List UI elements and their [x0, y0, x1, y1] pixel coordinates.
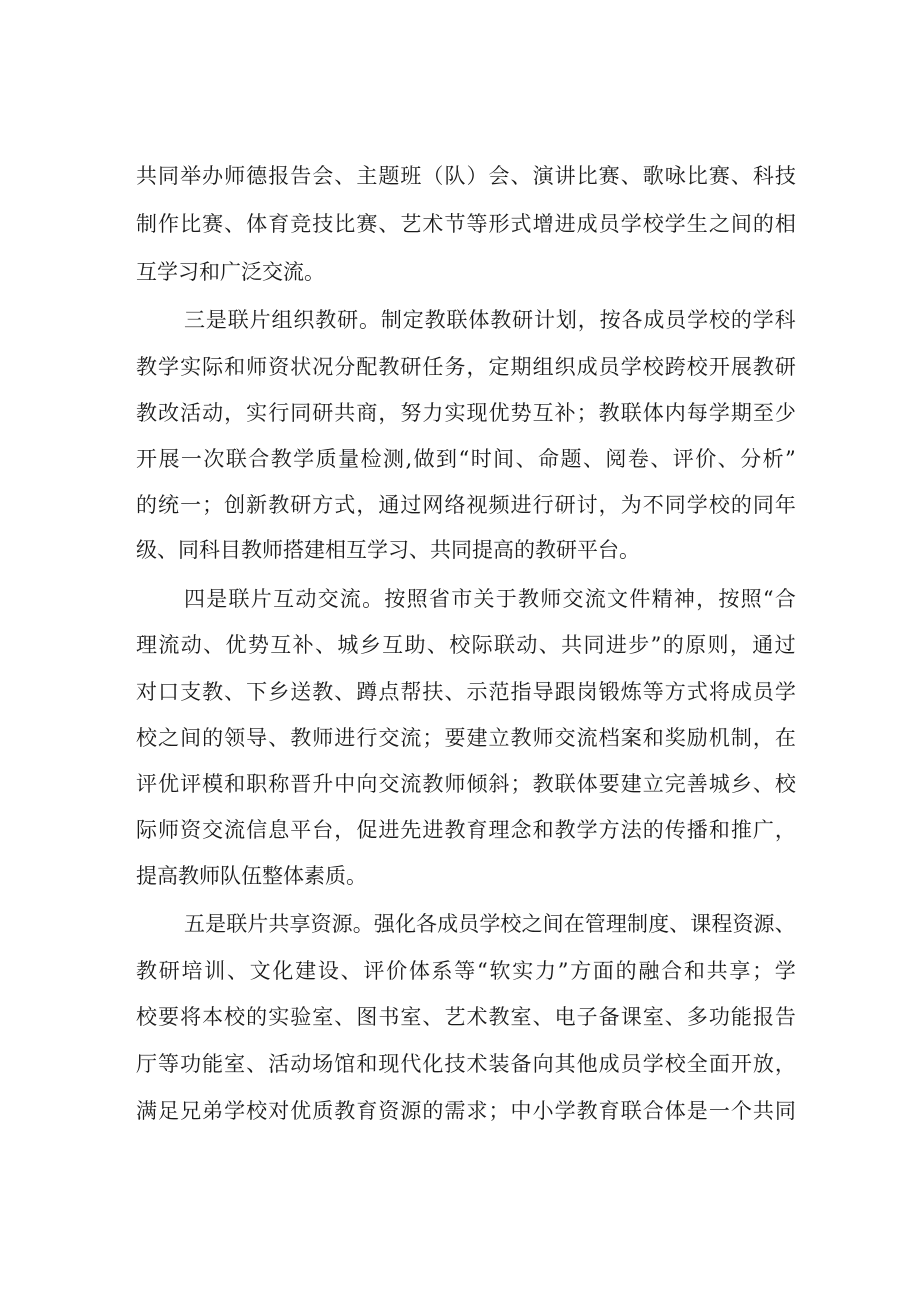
paragraph-3-line-7: 提高教师队伍整体素质。 — [136, 864, 367, 888]
paragraph-3-line-3: 对 口 支 教 、 下 乡 送 教 、 蹲 点 帮 扶 、 示 范 指 导 跟 岗 锻 炼 等 方 式 将 成 员 学 — [136, 680, 796, 704]
paragraph-3-line-2: 理 流 动 、 优 势 互 补 、 城 乡 互 助 、 校 际 联 动 、 共 同 进 步 ” 的 原 则 ， 通 过 — [136, 633, 796, 657]
paragraph-4-line-1: 五 是 联 片 共 享 资 源 。 强 化 各 成 员 学 校 之 间 在 管 理 制 度 、 课 程 资 源 、 — [184, 912, 796, 936]
paragraph-3-line-5: 评 优 评 模 和 职 称 晋 升 中 向 交 流 教 师 倾 斜 ； 教 联 体 要 建 立 完 善 城 乡 、 校 — [136, 772, 796, 796]
paragraph-3-line-1: 四 是 联 片 互 动 交 流 。 按 照 省 市 关 于 教 师 交 流 文 件 精 神 ， 按 照 “ 合 — [184, 587, 796, 611]
paragraph-1-line-3: 互学习和广泛交流。 — [136, 260, 325, 284]
paragraph-4-line-3: 校 要 将 本 校 的 实 验 室 、 图 书 室 、 艺 术 教 室 、 电 子 备 课 室 、 多 功 能 报 告 — [136, 1005, 796, 1029]
paragraph-2-line-3: 教 改 活 动 ， 实 行 同 研 共 商 ， 努 力 实 现 优 势 互 补 ； 教 联 体 内 每 学 期 至 少 — [136, 401, 796, 425]
paragraph-1-line-2: 制 作 比 赛 、 体 育 竞 技 比 赛 、 艺 术 节 等 形 式 增 进 成 员 学 校 学 生 之 间 的 相 — [136, 212, 796, 236]
paragraph-2-line-1: 三 是 联 片 组 织 教 研 。 制 定 教 联 体 教 研 计 划 ， 按 各 成 员 学 校 的 学 科 — [184, 308, 796, 332]
paragraph-2-line-5: 的 统 一 ； 创 新 教 研 方 式 ， 通 过 网 络 视 频 进 行 研 讨 ， 为 不 同 学 校 的 同 年 — [136, 493, 796, 517]
paragraph-3-line-4: 校 之 间 的 领 导 、 教 师 进 行 交 流 ； 要 建 立 教 师 交 流 档 案 和 奖 励 机 制 ， 在 — [136, 726, 796, 750]
paragraph-3-line-6: 际 师 资 交 流 信 息 平 台 ， 促 进 先 进 教 育 理 念 和 教 学 方 法 的 传 播 和 推 广 ， — [136, 818, 796, 842]
paragraph-4-line-5: 满 足 兄 弟 学 校 对 优 质 教 育 资 源 的 需 求 ； 中 小 学 教 育 联 合 体 是 一 个 共 同 — [136, 1099, 796, 1123]
paragraph-2-line-6: 级、同科目教师搭建相互学习、共同提高的教研平台。 — [136, 538, 640, 562]
paragraph-2-line-4: 开 展 一 次 联 合 教 学 质 量 检 测 , 做 到 “ 时 间 、 命 题 、 阅 卷 、 评 价 、 分 析 ” — [136, 447, 796, 471]
paragraph-1-line-1: 共 同 举 办 师 德 报 告 会 、 主 题 班 （ 队 ） 会 、 演 讲 比 赛 、 歌 咏 比 赛 、 科 技 — [136, 164, 796, 188]
paragraph-4-line-4: 厅 等 功 能 室 、 活 动 场 馆 和 现 代 化 技 术 装 备 向 其 他 成 员 学 校 全 面 开 放 ， — [136, 1052, 796, 1076]
paragraph-2-line-2: 教 学 实 际 和 师 资 状 况 分 配 教 研 任 务 ， 定 期 组 织 成 员 学 校 跨 校 开 展 教 研 — [136, 355, 796, 379]
paragraph-4-line-2: 教 研 培 训 、 文 化 建 设 、 评 价 体 系 等 “ 软 实 力 ” 方 面 的 融 合 和 共 享 ； 学 — [136, 959, 796, 983]
